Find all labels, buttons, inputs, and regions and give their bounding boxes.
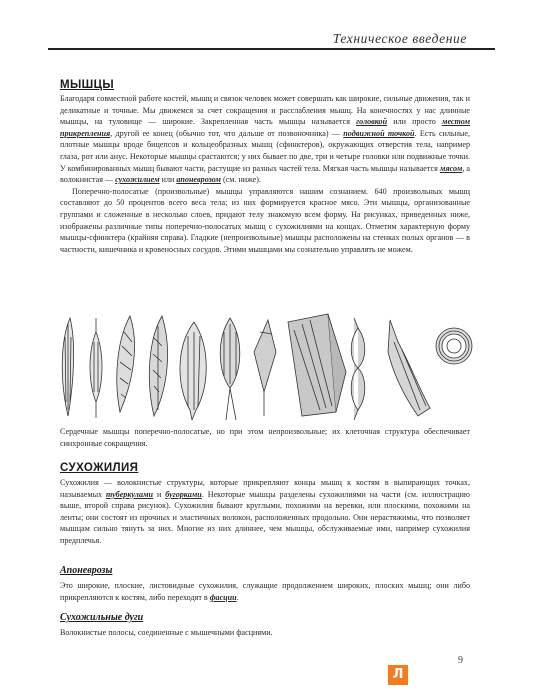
page-number: 9 (458, 655, 463, 666)
muscle-triangular (254, 320, 276, 416)
muscle-types-illustration (58, 312, 478, 424)
muscle-fusiform-3 (180, 322, 206, 420)
paragraph (60, 93, 470, 186)
subsection-title-aponeuroses: Апоневрозы (60, 565, 113, 576)
term: сухожилием (115, 175, 160, 185)
muscle-bicipital (220, 318, 240, 420)
text-run: или (159, 175, 177, 185)
paragraph: Волокнистые полосы, соединенные с мышечными фасциями. (60, 628, 273, 637)
running-header: Техническое введение (332, 31, 467, 46)
subsection-title-tendinous-arches: Сухожильные дуги (60, 612, 144, 623)
muscle-pennate-2 (149, 316, 167, 416)
text-run: Это широкие, плоские, листовидные сухожилия, служащие продолжением широких, плоских мышц; они либо прикрепляются к костям, либо переходят в (60, 581, 470, 602)
text-run: или просто (387, 117, 442, 127)
term: туберкулами (105, 489, 154, 499)
text-run: , другой ее конец (обычно тот, что дальше от позвоночника) — (110, 128, 344, 138)
section-title-tendons: СУХОЖИЛИЯ (60, 462, 139, 474)
text-run: и (153, 489, 166, 499)
muscle-twisted (388, 320, 430, 416)
term: фасции (209, 592, 237, 602)
muscle-broad-flat (288, 314, 346, 416)
logo-letter: Л (392, 667, 404, 682)
paragraph (60, 477, 470, 547)
section-body-muscles (60, 93, 470, 255)
paragraph: Поперечно-полосатые (произвольные) мышцы управляются нашим сознанием. 640 произвольных мышц составляют до 50 процентов всего веса тела; из них формируется красное мясо. Эти мышцы, организованные группами и сложенные в несколько слоев, придают телу знакомую всем форму. На рисунках, приведенных ниже, изображены различные типы поперечно-полосатых мышц с сухожилиями на концах. Отметим характерную форму мышцы-сфинктера (крайняя справа). Гладкие (непроизвольные) мышцы расположены на стенках полых органов — в частности, кишечника и кровеносных сосудов. Этими мышцами мы сознательно управлять не можем. (60, 186, 470, 254)
illustration-caption: Сердечные мышцы поперечно-полосатые, но при этом непроизвольные; их клеточная структура обеспечивает синхронные сокращения. (60, 427, 470, 448)
term: головкой (356, 117, 388, 127)
text-run: , а волокнистая — (60, 163, 471, 185)
subsection-body-tendinous-arches (60, 627, 470, 639)
text-run: . (236, 592, 239, 602)
term: мясом (439, 163, 463, 173)
term: апоневрозом (176, 175, 221, 185)
term: местом прикрепления (60, 117, 471, 138)
term: подвижной точкой (343, 128, 415, 138)
muscle-digastric (351, 318, 365, 420)
text-run: (см. ниже). (220, 175, 261, 185)
section-body-tendons (60, 477, 470, 547)
text-run: Сухожилия — волокнистые структуры, которые прикрепляют концы мышц к костям в выпирающих точках, называемых (60, 478, 470, 499)
subsection-body-aponeuroses (60, 580, 470, 603)
text-run: Благодаря совместной работе костей, мышц и связок человек может совершать как широкие, сильные движения, так и деликатные и точные. Мы движемся за счет сокращения и расслабления мышц. На конечностях у нас длинные мышцы, на туловище — широкие. Закрепленная часть мышцы называется (60, 94, 470, 127)
muscle-pennate-1 (117, 316, 135, 412)
text-run: . Некоторые мышцы разделены сухожилиями на части (см. иллюстрацию выше, второй справа рисунок). Сухожилия бывают круглыми, похожими на веревки, или плоскими, похожими на ленты; они состоят из прочных и эластичных волокон, расположенных продольно. Они нерастяжимы, что позволяет мышцам сильно тянуть за них. Многие из них длиннее, чем мышцы, обслуживаемые ими, например сухожилия предплечья. (60, 489, 470, 545)
text-run: . Есть сильные, плотные мышцы вроде бицепсов и кольцеобразных мышц (сфинктеров), окружающих отверстия тела, например глаза, рот или анус. Некоторые мышцы срастаются; у них бывает по две, три и четыре головки или подвижные точки. У комбинированных мышц бывают части, растущие из разных частей тела. Мягкая часть мышцы называется (60, 128, 470, 173)
muscle-fusiform-2 (90, 318, 102, 418)
paragraph (60, 580, 470, 603)
term: бугорками (165, 489, 202, 499)
header-rule (48, 48, 495, 50)
publisher-logo (388, 665, 408, 685)
muscle-sphincter (436, 328, 472, 364)
section-title-muscles: МЫШЦЫ (60, 79, 115, 91)
muscle-fusiform-1 (62, 318, 73, 416)
